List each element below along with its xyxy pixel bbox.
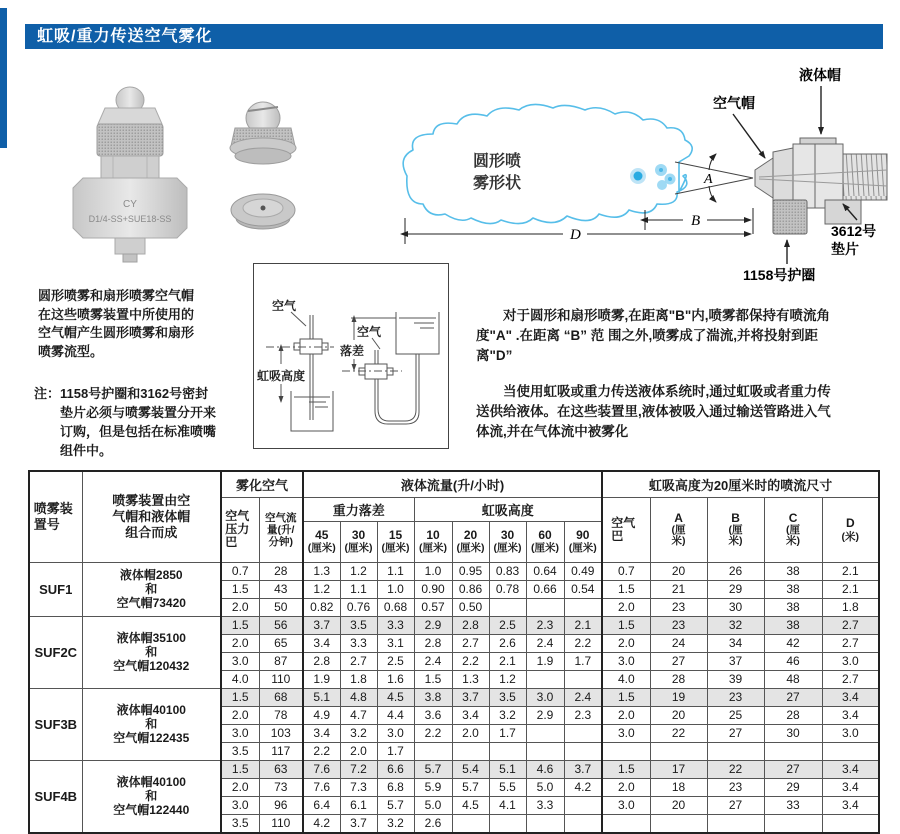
- table-cell: 1.2: [340, 562, 377, 580]
- siphon-height-label: 虹吸高度: [257, 369, 306, 383]
- table-cell: 3.8: [414, 688, 452, 706]
- table-cell: 2.8: [452, 616, 489, 634]
- page-title: 虹吸/重力传送空气雾化: [25, 24, 883, 49]
- table-cell: 5.1: [303, 688, 340, 706]
- table-cell: 3.2: [340, 724, 377, 742]
- table-cell: 46: [764, 652, 822, 670]
- table-cell: 7.6: [303, 778, 340, 796]
- table-cell: 1.1: [340, 580, 377, 598]
- table-cell: 4.8: [340, 688, 377, 706]
- table-cell: 3.0: [602, 796, 650, 814]
- table-cell: [489, 814, 526, 833]
- table-cell: 3.7: [452, 688, 489, 706]
- air-cap-photo: [230, 102, 296, 164]
- table-cell: 37: [707, 652, 764, 670]
- table-cell: 3.7: [564, 760, 602, 778]
- table-cell: [564, 796, 602, 814]
- col-header-45cm: 45 (厘米): [303, 521, 340, 562]
- table-cell: 1.5: [602, 688, 650, 706]
- table-cell: 1.5: [602, 580, 650, 598]
- table-cell: 28: [259, 562, 303, 580]
- device-id-cell: SUF2C: [29, 616, 82, 688]
- table-cell: 3.3: [377, 616, 414, 634]
- table-cell: 43: [259, 580, 303, 598]
- table-cell: 25: [707, 706, 764, 724]
- table-cell: 2.0: [602, 706, 650, 724]
- caps-cell: 液体帽40100 和 空气帽122435: [82, 688, 221, 760]
- table-cell: 4.4: [377, 706, 414, 724]
- table-cell: 1.6: [377, 670, 414, 688]
- group-header-spray-size: 虹吸高度为20厘米时的喷流尺寸: [602, 471, 879, 497]
- table-cell: 21: [650, 580, 707, 598]
- table-cell: 1.1: [377, 562, 414, 580]
- table-cell: 26: [707, 562, 764, 580]
- table-cell: 3.5: [221, 814, 259, 833]
- col-header-c: C (厘米): [764, 497, 822, 562]
- table-cell: 2.0: [602, 634, 650, 652]
- liquid-cap-label: 液体帽: [799, 67, 841, 83]
- table-cell: 22: [650, 724, 707, 742]
- table-cell: 73: [259, 778, 303, 796]
- table-cell: [822, 742, 879, 760]
- table-cell: 1.9: [526, 652, 564, 670]
- table-cell: 4.0: [602, 670, 650, 688]
- table-cell: 0.66: [526, 580, 564, 598]
- table-cell: 17: [650, 760, 707, 778]
- siphon-gravity-svg: [254, 264, 448, 448]
- table-cell: [764, 742, 822, 760]
- table-cell: 18: [650, 778, 707, 796]
- table-cell: 2.3: [526, 616, 564, 634]
- engraving-line2: D1/4-SS+SUE18-SS: [88, 214, 172, 224]
- cloud-label-line2: 雾形状: [473, 175, 522, 192]
- table-cell: 3.4: [303, 634, 340, 652]
- table-cell: 1.8: [822, 598, 879, 616]
- group-header-liquid-flow: 液体流量(升/小时): [303, 471, 602, 497]
- siphon-gravity-diagram: [253, 263, 449, 449]
- col-header-air-pressure: 空气压力巴: [221, 497, 259, 562]
- col-header-30cm: 30 (厘米): [489, 521, 526, 562]
- table-cell: 27: [707, 724, 764, 742]
- table-cell: [564, 724, 602, 742]
- device-id-cell: SUF1: [29, 562, 82, 616]
- table-cell: 3.4: [822, 778, 879, 796]
- col-header-b: B (厘米): [707, 497, 764, 562]
- table-cell: 3.0: [526, 688, 564, 706]
- table-cell: 2.0: [602, 778, 650, 796]
- col-header-15cm: 15 (厘米): [377, 521, 414, 562]
- table-cell: 2.4: [414, 652, 452, 670]
- table-cell: [564, 742, 602, 760]
- table-cell: 38: [764, 580, 822, 598]
- table-cell: 2.7: [340, 652, 377, 670]
- table-cell: 23: [650, 598, 707, 616]
- angle-arrow-bottom: [709, 186, 716, 202]
- table-cell: 5.0: [526, 778, 564, 796]
- table-cell: 50: [259, 598, 303, 616]
- table-cell: [526, 598, 564, 616]
- table-cell: 2.4: [526, 634, 564, 652]
- group-header-atomizing-air: 雾化空气: [221, 471, 303, 497]
- table-cell: [822, 814, 879, 833]
- table-cell: 1.9: [303, 670, 340, 688]
- table-cell: 96: [259, 796, 303, 814]
- table-cell: 2.1: [564, 616, 602, 634]
- table-cell: 3.2: [377, 814, 414, 833]
- description-column: [476, 306, 842, 458]
- table-cell: 4.1: [489, 796, 526, 814]
- table-cell: 2.0: [221, 634, 259, 652]
- caps-cell: 液体帽40100 和 空气帽122440: [82, 760, 221, 833]
- table-cell: 2.1: [822, 580, 879, 598]
- table-cell: 5.4: [452, 760, 489, 778]
- table-cell: 3.0: [602, 652, 650, 670]
- table-cell: 20: [650, 706, 707, 724]
- table-cell: 2.6: [414, 814, 452, 833]
- caps-cell: 液体帽2850 和 空气帽73420: [82, 562, 221, 616]
- table-cell: 5.9: [414, 778, 452, 796]
- table-cell: 56: [259, 616, 303, 634]
- table-cell: [452, 814, 489, 833]
- table-cell: [452, 742, 489, 760]
- table-cell: 0.83: [489, 562, 526, 580]
- table-cell: 29: [707, 580, 764, 598]
- spray-cone-lines: [675, 162, 753, 194]
- table-cell: 4.6: [526, 760, 564, 778]
- group-header-siphon: 虹吸高度: [414, 497, 602, 521]
- table-cell: 2.0: [452, 724, 489, 742]
- table-cell: 5.0: [414, 796, 452, 814]
- col-header-20cm: 20 (厘米): [452, 521, 489, 562]
- table-cell: 19: [650, 688, 707, 706]
- table-cell: 1.7: [489, 724, 526, 742]
- cloud-shape: [403, 104, 692, 223]
- table-cell: 0.7: [602, 562, 650, 580]
- table-cell: 2.8: [303, 652, 340, 670]
- table-cell: [526, 670, 564, 688]
- cloud-label-line1: 圆形喷: [473, 153, 522, 170]
- group-header-gravity: 重力落差: [303, 497, 414, 521]
- table-cell: 3.3: [526, 796, 564, 814]
- table-cell: 78: [259, 706, 303, 724]
- table-cell: 3.2: [489, 706, 526, 724]
- col-header-d: D (米): [822, 497, 879, 562]
- dim-d-label: D: [570, 227, 581, 243]
- table-cell: 3.1: [377, 634, 414, 652]
- table-cell: 0.86: [452, 580, 489, 598]
- table-cell: 2.0: [221, 598, 259, 616]
- table-cell: 2.0: [221, 778, 259, 796]
- device-id-cell: SUF4B: [29, 760, 82, 833]
- table-cell: 4.5: [377, 688, 414, 706]
- table-cell: 0.54: [564, 580, 602, 598]
- device-id-cell: SUF3B: [29, 688, 82, 760]
- table-cell: 2.3: [564, 706, 602, 724]
- table-cell: 1.5: [221, 688, 259, 706]
- table-cell: 42: [764, 634, 822, 652]
- table-cell: 110: [259, 814, 303, 833]
- table-cell: 3.4: [822, 688, 879, 706]
- table-cell: [602, 814, 650, 833]
- table-cell: 3.5: [489, 688, 526, 706]
- table-cell: 2.1: [489, 652, 526, 670]
- col-header-air-flow: 空气流量(升/分钟): [259, 497, 303, 562]
- table-cell: 1.3: [303, 562, 340, 580]
- table-cell: 2.7: [822, 670, 879, 688]
- table-cell: 1.5: [602, 616, 650, 634]
- table-cell: 27: [707, 796, 764, 814]
- table-cell: 0.64: [526, 562, 564, 580]
- table-cell: 6.8: [377, 778, 414, 796]
- note-body: 1158号护圈和3162号密封垫片必须与喷雾装置分开来订购，但是包括在标准喷嘴组件中。: [60, 386, 217, 458]
- air-cap-arrow: [733, 114, 765, 158]
- spray-disc-photo: [231, 194, 295, 229]
- col-header-device: 喷雾装置号: [29, 471, 82, 562]
- table-cell: 4.0: [221, 670, 259, 688]
- dim-a-label: A: [704, 172, 713, 187]
- col-header-10cm: 10 (厘米): [414, 521, 452, 562]
- col-header-composition: 喷雾装置由空气帽和液体帽组合而成: [82, 471, 221, 562]
- table-cell: 5.7: [377, 796, 414, 814]
- table-cell: 5.7: [414, 760, 452, 778]
- table-cell: 0.49: [564, 562, 602, 580]
- table-cell: 3.0: [377, 724, 414, 742]
- table-cell: [414, 742, 452, 760]
- table-cell: 23: [650, 616, 707, 634]
- description-paragraph-2: 当使用虹吸或重力传送液体系统时,通过虹吸或者重力传送供给液体。在这些装置里,液体被吸入通过输送管路进入气体流,并在气体流中被雾化: [476, 384, 831, 439]
- nozzle-cross-section: [755, 138, 887, 234]
- table-cell: 1.5: [221, 616, 259, 634]
- table-cell: 5.5: [489, 778, 526, 796]
- intro-paragraph: 圆形喷雾和扇形喷雾空气帽在这些喷雾装置中所使用的空气帽产生圆形喷雾和扇形喷雾流型。: [38, 288, 195, 359]
- table-cell: 33: [764, 796, 822, 814]
- table-cell: [764, 814, 822, 833]
- table-cell: 4.2: [303, 814, 340, 833]
- table-cell: 22: [707, 760, 764, 778]
- table-cell: 1.7: [377, 742, 414, 760]
- table-cell: 87: [259, 652, 303, 670]
- table-cell: 3.5: [340, 616, 377, 634]
- col-header-60cm: 60 (厘米): [526, 521, 564, 562]
- table-cell: 27: [764, 760, 822, 778]
- table-cell: 1.2: [489, 670, 526, 688]
- table-cell: 27: [764, 688, 822, 706]
- table-cell: 3.0: [602, 724, 650, 742]
- table-cell: 48: [764, 670, 822, 688]
- table-cell: 0.90: [414, 580, 452, 598]
- table-cell: 38: [764, 616, 822, 634]
- table-cell: 2.2: [564, 634, 602, 652]
- table-cell: 2.1: [822, 562, 879, 580]
- table-cell: 28: [650, 670, 707, 688]
- table-cell: 3.4: [822, 760, 879, 778]
- table-cell: 3.0: [822, 724, 879, 742]
- table-cell: 0.57: [414, 598, 452, 616]
- table-cell: 7.3: [340, 778, 377, 796]
- table-cell: [526, 742, 564, 760]
- table-cell: [650, 742, 707, 760]
- table-cell: 3.4: [822, 706, 879, 724]
- table-cell: 63: [259, 760, 303, 778]
- angle-arrow-top: [709, 154, 716, 170]
- table-cell: 23: [707, 778, 764, 796]
- table-cell: 7.6: [303, 760, 340, 778]
- dimension-b: [645, 208, 753, 234]
- table-cell: 117: [259, 742, 303, 760]
- table-cell: 2.7: [452, 634, 489, 652]
- table-cell: 29: [764, 778, 822, 796]
- table-cell: 3.5: [221, 742, 259, 760]
- table-cell: 3.3: [340, 634, 377, 652]
- table-cell: 6.6: [377, 760, 414, 778]
- air-pointer-left: [291, 312, 306, 326]
- table-cell: 2.8: [414, 634, 452, 652]
- table-cell: 2.4: [564, 688, 602, 706]
- table-cell: [650, 814, 707, 833]
- table-cell: 1.5: [414, 670, 452, 688]
- air-label-right: 空气: [357, 325, 382, 339]
- gasket-label-line2: 垫片: [831, 241, 859, 257]
- table-cell: 23: [707, 688, 764, 706]
- spray-shape-diagram: [395, 58, 895, 293]
- air-cap-label: 空气帽: [713, 95, 755, 111]
- table-cell: [707, 814, 764, 833]
- retainer-label: 1158号护圈: [743, 267, 816, 283]
- table-cell: 2.0: [221, 706, 259, 724]
- table-cell: 3.0: [221, 796, 259, 814]
- table-cell: [602, 742, 650, 760]
- product-photo: [35, 78, 315, 268]
- gasket-label-line1: 3612号: [831, 223, 877, 239]
- table-cell: 1.8: [340, 670, 377, 688]
- table-cell: 38: [764, 598, 822, 616]
- table-cell: 3.4: [822, 796, 879, 814]
- table-cell: 20: [650, 562, 707, 580]
- table-cell: 4.7: [340, 706, 377, 724]
- table-cell: 2.7: [822, 634, 879, 652]
- table-cell: 0.68: [377, 598, 414, 616]
- table-cell: 3.0: [221, 652, 259, 670]
- table-cell: 3.0: [822, 652, 879, 670]
- spec-table: [28, 470, 880, 834]
- table-cell: 0.50: [452, 598, 489, 616]
- table-cell: 0.82: [303, 598, 340, 616]
- table-cell: 34: [707, 634, 764, 652]
- table-cell: 2.9: [414, 616, 452, 634]
- table-cell: [707, 742, 764, 760]
- note-paragraph: [34, 384, 234, 460]
- col-header-air-bar: 空气巴: [602, 497, 650, 562]
- table-cell: 1.0: [414, 562, 452, 580]
- table-cell: 30: [707, 598, 764, 616]
- table-cell: [564, 814, 602, 833]
- table-cell: 2.7: [822, 616, 879, 634]
- table-cell: [526, 814, 564, 833]
- table-cell: [564, 598, 602, 616]
- engraving-line1: CY: [123, 199, 137, 210]
- page-edge-band: [0, 8, 7, 148]
- table-cell: 3.7: [303, 616, 340, 634]
- table-cell: 1.3: [452, 670, 489, 688]
- table-cell: 2.9: [526, 706, 564, 724]
- dim-b-label: B: [691, 213, 701, 229]
- table-cell: 4.5: [452, 796, 489, 814]
- table-cell: 3.4: [303, 724, 340, 742]
- table-cell: 32: [707, 616, 764, 634]
- table-cell: 4.2: [564, 778, 602, 796]
- col-header-90cm: 90 (厘米): [564, 521, 602, 562]
- table-cell: 1.5: [602, 760, 650, 778]
- table-cell: 4.9: [303, 706, 340, 724]
- nozzle-body-photo: [73, 87, 187, 262]
- table-cell: 1.5: [221, 760, 259, 778]
- table-cell: 1.0: [377, 580, 414, 598]
- table-cell: 6.1: [340, 796, 377, 814]
- table-cell: 27: [650, 652, 707, 670]
- table-cell: 2.2: [452, 652, 489, 670]
- table-cell: 2.6: [489, 634, 526, 652]
- table-cell: 2.5: [489, 616, 526, 634]
- table-cell: 28: [764, 706, 822, 724]
- table-cell: [489, 598, 526, 616]
- col-header-a: A (厘米): [650, 497, 707, 562]
- table-cell: 38: [764, 562, 822, 580]
- drop-label: 落差: [340, 344, 365, 358]
- table-cell: 110: [259, 670, 303, 688]
- table-cell: [526, 724, 564, 742]
- table-cell: 0.95: [452, 562, 489, 580]
- table-cell: 2.5: [377, 652, 414, 670]
- table-cell: 103: [259, 724, 303, 742]
- table-cell: 3.4: [452, 706, 489, 724]
- table-cell: 3.0: [221, 724, 259, 742]
- table-cell: 5.1: [489, 760, 526, 778]
- caps-cell: 液体帽35100 和 空气帽120432: [82, 616, 221, 688]
- table-cell: 0.7: [221, 562, 259, 580]
- table-cell: 2.0: [602, 598, 650, 616]
- table-cell: 20: [650, 796, 707, 814]
- table-cell: 2.2: [303, 742, 340, 760]
- table-cell: 65: [259, 634, 303, 652]
- table-cell: 6.4: [303, 796, 340, 814]
- table-cell: 68: [259, 688, 303, 706]
- air-pointer-right: [372, 338, 380, 349]
- table-cell: 0.78: [489, 580, 526, 598]
- table-cell: 7.2: [340, 760, 377, 778]
- table-cell: [564, 670, 602, 688]
- table-cell: 3.7: [340, 814, 377, 833]
- table-cell: 24: [650, 634, 707, 652]
- note-label: 注：: [34, 386, 61, 401]
- table-cell: 2.2: [414, 724, 452, 742]
- table-cell: 30: [764, 724, 822, 742]
- air-label-left: 空气: [272, 299, 297, 313]
- table-cell: 0.76: [340, 598, 377, 616]
- table-cell: 39: [707, 670, 764, 688]
- table-cell: [489, 742, 526, 760]
- table-cell: 1.7: [564, 652, 602, 670]
- col-header-30cm: 30 (厘米): [340, 521, 377, 562]
- table-cell: 3.6: [414, 706, 452, 724]
- table-cell: 1.2: [303, 580, 340, 598]
- table-cell: 1.5: [221, 580, 259, 598]
- description-paragraph-1: 对于圆形和扇形喷雾,在距离"B"内,喷雾都保持有喷流角度"A" .在距离 “B” 范 围之外,喷雾成了湍流,并将投射到距离"D”: [476, 308, 831, 363]
- table-cell: 5.7: [452, 778, 489, 796]
- table-cell: 2.0: [340, 742, 377, 760]
